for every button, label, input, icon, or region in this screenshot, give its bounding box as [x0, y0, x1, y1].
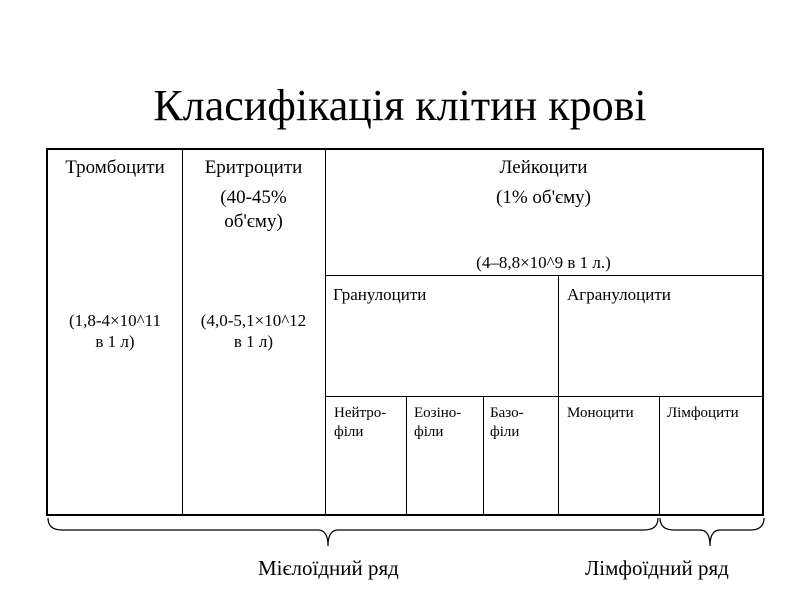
erythrocytes-count-line1: (4,0-5,1×10^12	[200, 311, 307, 330]
agranulocytes-label: Агранулоцити	[567, 285, 671, 304]
erythrocytes-count	[182, 310, 325, 353]
erythrocytes-volume-line2: об'єму)	[224, 210, 283, 232]
neutrophils-cell: Нейтро- філи	[334, 405, 387, 440]
lymphoid-series-label: Лімфоїдний ряд	[585, 556, 729, 580]
basophils-cell: Базо- філи	[490, 405, 524, 440]
leukocytes-header	[325, 156, 762, 210]
leukocytes-name: Лейкоцити	[499, 157, 588, 178]
eosinophils-cell: Еозіно- філи	[414, 405, 462, 440]
thrombocytes-count-line2: в 1 л)	[95, 332, 135, 352]
myeloid-brace	[48, 518, 658, 546]
monocytes-cell: Моноцити	[567, 405, 634, 421]
divider	[325, 275, 762, 276]
erythrocytes-header	[182, 156, 325, 233]
blood-cell-classification-table	[46, 148, 764, 516]
erythrocytes-name: Еритроцити	[204, 157, 303, 178]
thrombocytes-count-line1: (1,8-4×10^11	[68, 311, 161, 330]
lymphocytes-cell: Лімфоцити	[667, 405, 739, 421]
leukocytes-volume: (1% об'єму)	[496, 186, 591, 208]
leukocytes-count: (4–8,8×10^9 в 1 л.)	[476, 253, 611, 272]
myeloid-series-label: Мієлоїдний ряд	[258, 556, 399, 580]
thrombocytes-name: Тромбоцити	[65, 157, 165, 178]
thrombocytes-count	[48, 310, 182, 353]
erythrocytes-count-line2: в 1 л)	[233, 332, 274, 352]
divider	[558, 275, 559, 514]
divider	[659, 396, 660, 514]
thrombocytes-header	[48, 156, 182, 180]
granulocytes-label: Гранулоцити	[333, 285, 427, 304]
page-title: Класифікація клітин крові	[153, 81, 647, 130]
divider	[325, 396, 762, 397]
divider	[483, 396, 484, 514]
lymphoid-brace	[660, 518, 764, 546]
divider	[406, 396, 407, 514]
erythrocytes-volume-line1: (40-45%	[220, 186, 287, 208]
